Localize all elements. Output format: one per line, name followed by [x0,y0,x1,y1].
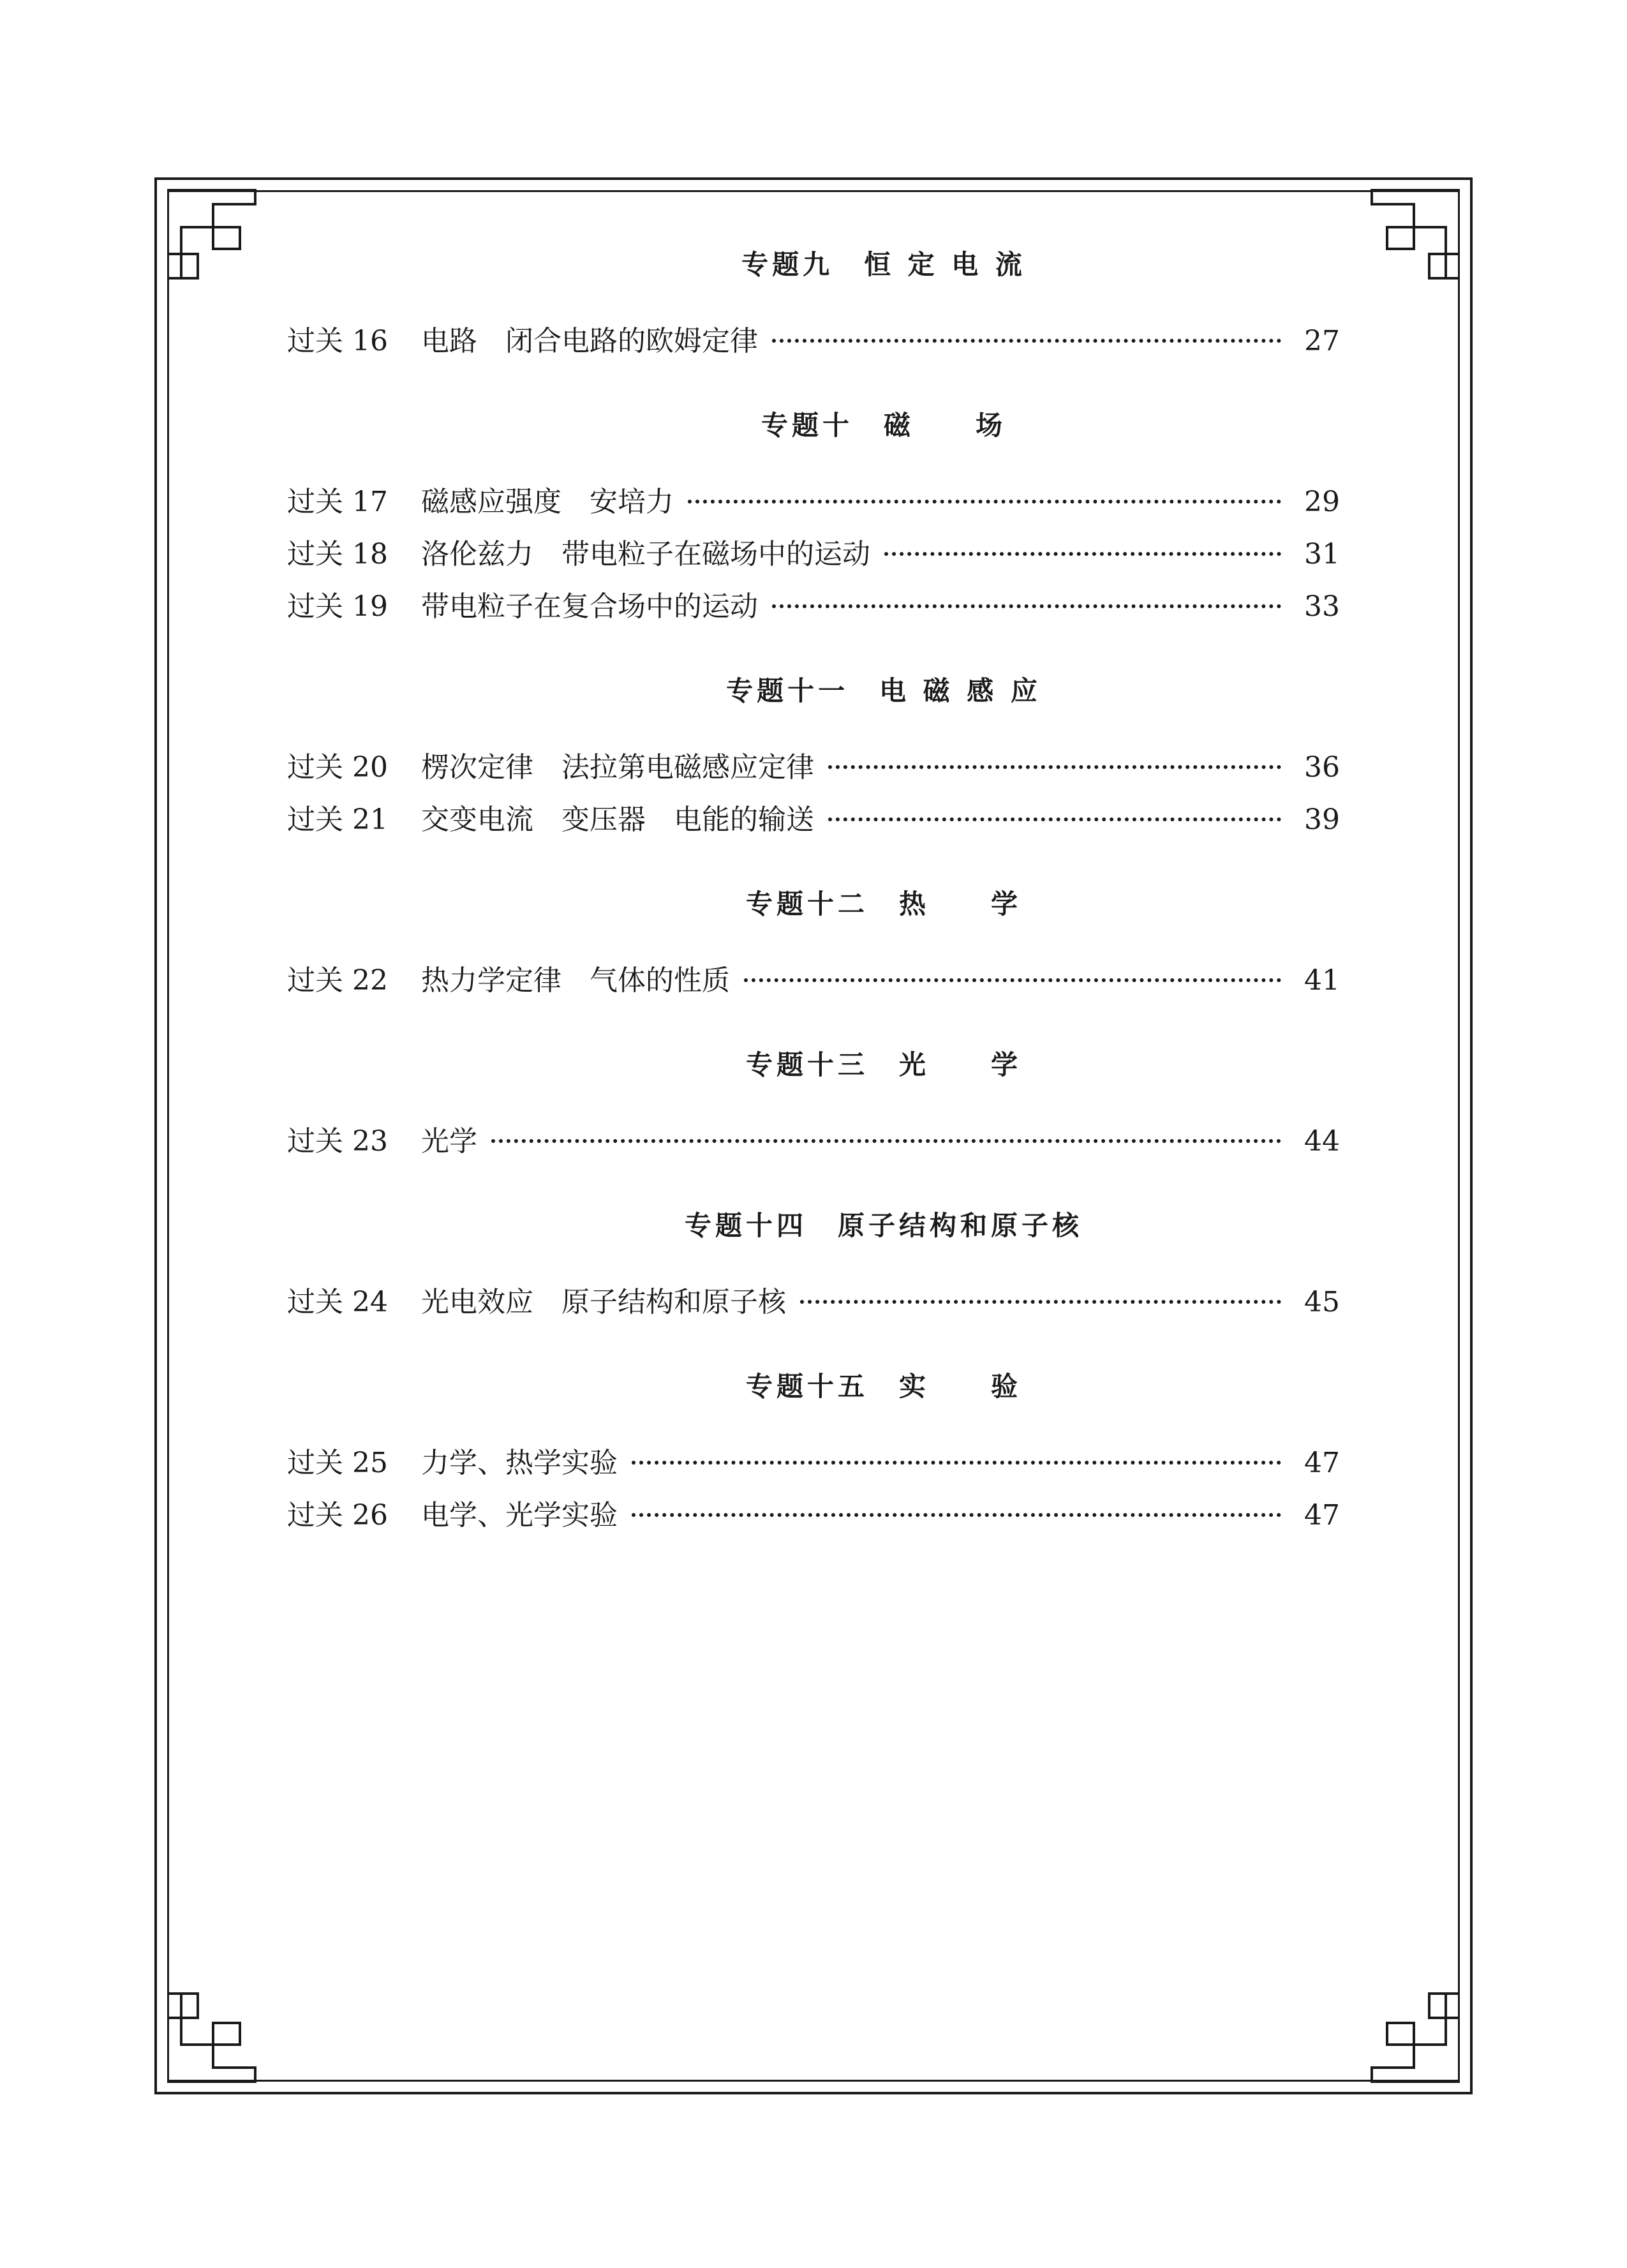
page-number: 33 [1304,590,1340,623]
dot-leader [884,552,1281,556]
corner-ornament-icon [160,1974,274,2089]
entry-label: 过关 26 [287,1499,388,1532]
page-number: 47 [1304,1447,1340,1479]
entry-label: 过关 19 [287,590,388,623]
toc-section [287,882,1340,1007]
toc-entry[interactable] [287,742,1340,794]
page-number: 44 [1304,1125,1340,1158]
entry-title: 光学 [421,1125,477,1158]
toc-entry[interactable] [287,1276,1340,1329]
section-title: 专题九 恒 定 电 流 [741,249,1026,280]
dot-leader [632,1461,1281,1465]
entry-title: 电路 闭合电路的欧姆定律 [421,325,758,357]
toc-entry[interactable] [287,955,1340,1007]
section-title: 专题十三 光 学 [745,1049,1022,1080]
section-title: 专题十一 电 磁 感 应 [726,675,1041,706]
entry-title: 交变电流 变压器 电能的输送 [421,803,814,836]
toc-section [287,1043,1340,1168]
page-number: 45 [1304,1286,1340,1318]
toc-section [287,403,1340,633]
toc-entry[interactable] [287,1115,1340,1168]
entry-title: 带电粒子在复合场中的运动 [421,590,758,623]
entry-label: 过关 24 [287,1286,388,1318]
dot-leader [688,500,1281,504]
section-title: 专题十 磁 场 [761,410,1006,441]
entry-label: 过关 22 [287,964,388,997]
page-number: 47 [1304,1499,1340,1532]
entry-title: 光电效应 原子结构和原子核 [421,1286,786,1318]
dot-leader [772,339,1281,343]
corner-ornament-icon [1353,183,1467,297]
toc-section [287,669,1340,846]
dot-leader [632,1513,1281,1517]
table-of-contents [287,242,1340,1578]
entry-title: 力学、热学实验 [421,1447,618,1479]
entry-title: 电学、光学实验 [421,1499,618,1532]
toc-entry[interactable] [287,528,1340,581]
section-title: 专题十二 热 学 [745,888,1022,920]
dot-leader [800,1300,1281,1304]
toc-entry[interactable] [287,794,1340,846]
section-title: 专题十四 原子结构和原子核 [684,1210,1083,1241]
section-title: 专题十五 实 验 [745,1371,1022,1402]
page-number: 27 [1304,325,1340,357]
entry-title: 洛伦兹力 带电粒子在磁场中的运动 [421,538,870,571]
corner-ornament-icon [160,183,274,297]
entry-label: 过关 16 [287,325,388,357]
dot-leader [828,817,1281,821]
entry-label: 过关 20 [287,751,388,784]
page-number: 31 [1304,538,1340,571]
toc-section [287,1204,1340,1329]
entry-title: 磁感应强度 安培力 [421,486,674,518]
entry-title: 热力学定律 气体的性质 [421,964,730,997]
toc-entry[interactable] [287,315,1340,368]
page-number: 29 [1304,486,1340,518]
page-number: 36 [1304,751,1340,784]
toc-section [287,242,1340,368]
entry-title: 楞次定律 法拉第电磁感应定律 [421,751,814,784]
corner-ornament-icon [1353,1974,1467,2089]
toc-entry[interactable] [287,581,1340,633]
dot-leader [828,765,1281,769]
toc-entry[interactable] [287,1437,1340,1489]
entry-label: 过关 18 [287,538,388,571]
dot-leader [491,1139,1281,1143]
entry-label: 过关 17 [287,486,388,518]
dot-leader [772,604,1281,608]
dot-leader [744,978,1281,982]
entry-label: 过关 23 [287,1125,388,1158]
toc-entry[interactable] [287,1489,1340,1542]
entry-label: 过关 25 [287,1447,388,1479]
toc-entry[interactable] [287,476,1340,528]
page-number: 41 [1304,964,1340,997]
page-number: 39 [1304,803,1340,836]
entry-label: 过关 21 [287,803,388,836]
toc-section [287,1364,1340,1542]
